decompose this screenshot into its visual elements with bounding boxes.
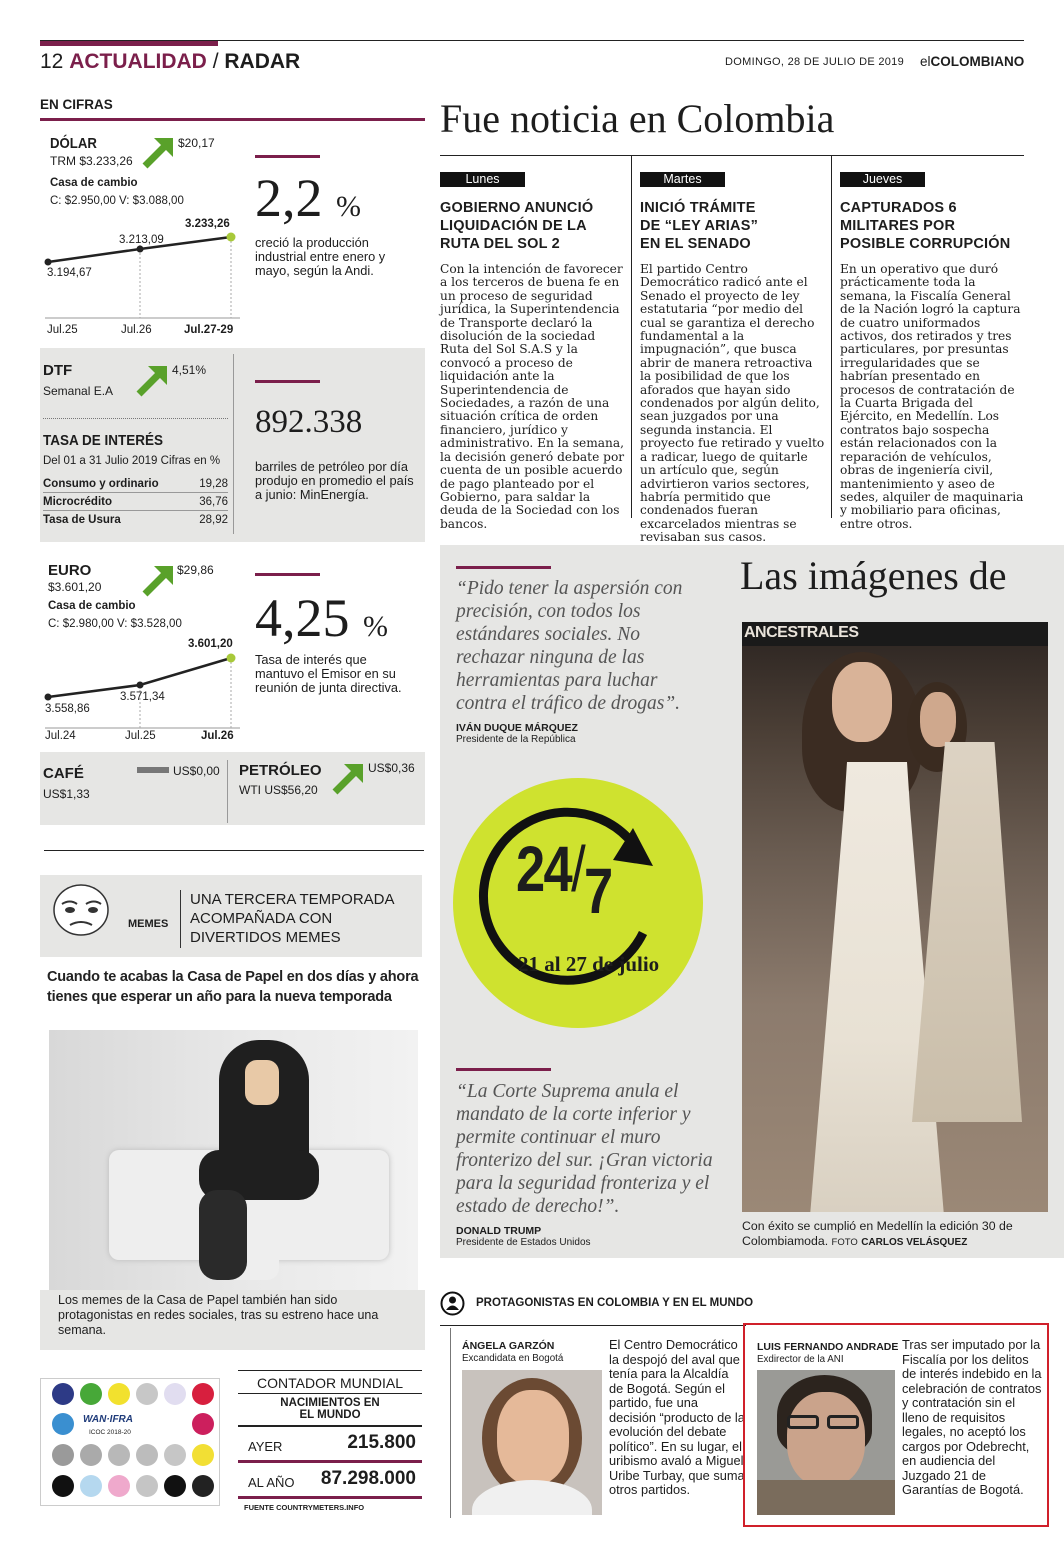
headline: CAPTURADOS 6 MILITARES POR POSIBLE CORRUPCIÓN [840,200,1011,252]
euro-date-1: Jul.24 [45,730,76,742]
runway-sign: ANCESTRALES [744,624,859,641]
cafe-price: US$1,33 [43,787,90,801]
petroleo-up-arrow-icon [330,760,366,796]
euro-label-1: 3.558,86 [45,703,90,715]
euro-up-arrow-icon [140,562,176,598]
euro-point-1 [45,694,52,701]
dolar-title: DÓLAR [50,135,97,152]
dolar-casa-label: Casa de cambio [50,177,138,189]
euro-price: $3.601,20 [48,580,102,594]
subsection-name: RADAR [224,50,301,73]
euro-title: EURO [48,562,92,579]
color-calibration: WAN·IFRA ICOC 2018-20 [40,1378,220,1506]
page-number: 12 [40,50,64,73]
dolar-label-2: 3.213,09 [119,234,164,246]
memes-label: MEMES [128,918,169,930]
euro-point-3 [227,654,236,663]
contador-mundial [238,1370,422,1512]
quote-1-role: Presidente de la República [456,734,576,745]
dtf-sub: Semanal E.A [43,384,114,398]
person-1-photo [462,1370,602,1515]
day-tag: Jueves [840,172,925,187]
masthead-logo: elCOLOMBIANO [920,54,1025,69]
dolar-trm: TRM $3.233,26 [50,154,133,168]
noticia-title: Fue noticia en Colombia [440,96,835,141]
person-2-photo [757,1370,895,1515]
tasa-table [43,475,228,529]
noticia-col-martes [640,170,825,545]
table-row: Microcrédito 36,76 [43,493,228,511]
article-body: El partido Centro Democrático radicó ante el Senado el proyecto de ley estatutaria “por medio del cual se garantiza el derecho fundamental a la impugnación”, que busca abrir de manera retroactiva la posibilidad de que los aforados que hayan sido condenados por algún delito, sean juzgados por una segunda instancia. El proyecto fue retirado y vuelto a radicar, luego de quitarle un artículo que, según advirtieron varios sectores, habría permitido que condenados fueran excarcelados mientras se revisaban sus casos. [640,262,825,545]
quote-1-author: IVÁN DUQUE MÁRQUEZ [456,722,578,734]
stat-1-text: creció la producción industrial entre enero y mayo, según la Andi. [255,235,386,278]
table-row: AYER 215.800 [238,1427,422,1463]
euro-point-2 [137,682,144,689]
tasa-title: TASA DE INTERÉS [43,432,164,449]
protagonistas-heading: PROTAGONISTAS EN COLOMBIA Y EN EL MUNDO [476,1297,754,1309]
petroleo-sub: WTI US$56,20 [239,783,318,797]
badge-dates: 21 al 27 de julio [518,952,660,976]
calibration-dots [52,1383,214,1497]
badge-number: 24/7 [516,833,612,927]
dtf-title: DTF [43,362,73,379]
petroleo-change: US$0,36 [368,761,415,775]
table-row: AL AÑO 87.298.000 [238,1463,422,1499]
page-header: 12 ACTUALIDAD / RADAR [40,50,301,73]
petroleo-title: PETRÓLEO [239,762,322,779]
cifras-heading: EN CIFRAS [40,97,113,112]
photo-caption: Con éxito se cumplió en Medellín la edición 30 de Colombiamoda. FOTO CARLOS VELÁSQUEZ [742,1219,1013,1248]
model-face [832,662,892,742]
meme-face-icon [48,880,118,938]
euro-date-2: Jul.25 [125,730,156,742]
stat-1-value: 2,2 % [255,168,361,228]
euro-line-chart [40,650,240,730]
dali-mask [245,1060,279,1105]
article-body: En un operativo que duró prácticamente toda la semana, la Fiscalía General de la Nación logró la captura de cuatro uniformados activos, dos retirados y tres particulares, por presuntas irregularidades que se habrían presentado en procesos de contratación de la Cuarta Brigada del Ejército, en Medellín. Los contratos bajo sospecha están relacionados con la reparación de vehículos, obras de ingeniería civil, mantenimiento y aseo de sedes, alquiler de maquinaria y mobiliario para oficinas, entre otros. [840,262,1024,531]
person-2-name: LUIS FERNANDO ANDRADE [757,1341,899,1353]
meme-caption-text: Cuando te acabas la Casa de Papel en dos días y ahora tienes que esperar un año para la nueva temporada [47,969,419,1005]
cafe-title: CAFÉ [43,765,84,782]
cafe-flat-icon [137,767,169,773]
euro-casa-values: C: $2.980,00 V: $3.528,00 [48,618,182,630]
tasa-sub: Del 01 a 31 Julio 2019 Cifras en % [43,455,221,467]
quote-1-text: “Pido tener la aspersión con precisión, con todos los estándares sociales. No rechazar ninguna de las herramientas para luchar contra el tráfico de drogas”. [456,578,683,714]
dolar-label-1: 3.194,67 [47,267,92,279]
cifras-rule [40,118,425,121]
contador-fuente: FUENTE COUNTRYMETERS.INFO [244,1503,365,1512]
day-tag: Martes [640,172,725,187]
imagenes-title: Las imágenes de [740,553,1007,598]
person-1-name: ÁNGELA GARZÓN [462,1340,555,1352]
quote-2-author: DONALD TRUMP [456,1225,542,1237]
meme-photo [49,1030,418,1290]
headline: GOBIERNO ANUNCIÓ LIQUIDACIÓN DE LA RUTA DEL SOL 2 [440,200,594,252]
dolar-date-2: Jul.26 [121,324,152,336]
cafe-change: US$0,00 [173,764,220,778]
euro-date-3: Jul.26 [201,730,234,742]
dolar-label-3: 3.233,26 [185,218,230,230]
issue-date: DOMINGO, 28 DE JULIO DE 2019 [725,56,904,68]
table-row: Consumo y ordinario 19,28 [43,475,228,493]
dolar-up-arrow-icon [140,134,176,170]
person-1-text: El Centro Democrático la despojó del aval que tenía para la Alcaldía de Bogotá. Según el partido, fue una decisión “producto de la evolución del debate político”. En su lugar, el uribismo avaló a Miguel Uribe Turbay, que suma otros partidos. [609,1337,745,1497]
dolar-point-2 [137,246,144,253]
person-2-text: Tras ser imputado por la Fiscalía por los delitos de interés indebido en la celebración de contratos y contratación sin el lleno de requisitos legales, no aceptó los cargos por Odebrecht, en audiencia del Juzgado 21 de Garantías de Bogotá. [902,1337,1042,1497]
dtf-up-arrow-icon [134,362,170,398]
day-tag: Lunes [440,172,525,187]
dolar-casa-values: C: $2.950,00 V: $3.088,00 [50,195,184,207]
table-row: Tasa de Usura 28,92 [43,514,228,526]
dolar-point-3 [227,233,236,242]
noticia-col-jueves [840,170,1024,531]
stat-3-value: 4,25 % [255,588,388,648]
euro-casa-label: Casa de cambio [48,600,136,612]
section-name: ACTUALIDAD [69,50,207,73]
contador-sub: NACIMIENTOS EN EL MUNDO [238,1394,422,1427]
euro-label-3: 3.601,20 [188,638,233,650]
dolar-date-3: Jul.27-29 [184,324,234,336]
person-icon [440,1291,465,1316]
euro-change: $29,86 [177,563,214,577]
headline: INICIÓ TRÁMITE DE “LEY ARIAS” EN EL SENADO [640,200,759,252]
dtf-change: 4,51% [172,363,207,377]
meme-photo-caption: Los memes de la Casa de Papel también han sido protagonistas en redes sociales, tras su estreno hace una semana. [58,1293,379,1337]
stat-2-text: barriles de petróleo por día produjo en promedio el país a junio: MinEnergía. [255,459,414,502]
stat-2-value: 892.338 [255,404,363,440]
contador-title: CONTADOR MUNDIAL [238,1370,422,1394]
person-2-role: Exdirector de la ANI [757,1354,844,1365]
fashion-photo [742,622,1048,1212]
person-1-role: Excandidata en Bogotá [462,1353,564,1364]
memes-title: UNA TERCERA TEMPORADA ACOMPAÑADA CON DIVERTIDOS MEMES [190,891,394,946]
dolar-change: $20,17 [178,136,215,150]
noticia-col-lunes [440,170,625,531]
wan-ifra-logo: WAN·IFRA [83,1414,133,1425]
article-body: Con la intención de favorecer a los terceros de buena fe en un proceso de seguridad jurídica, la Superintendencia de Transporte declaró la disolución de la sociedad Ruta del Sol S.A.S y la convocó a proceso de liquidación ante la Superintendencia de Sociedades, a razón de una situación crítica de orden financiero, jurídico y administrativo. En la semana, la decisión generó debate por cuenta de un posible acuerdo de pago planteado por el Gobierno, para saldar la deuda de la Sociedad con los bancos. [440,262,625,531]
euro-label-2: 3.571,34 [120,691,165,703]
dolar-point-1 [45,259,52,266]
quote-2-role: Presidente de Estados Unidos [456,1237,591,1248]
quote-2-text: “La Corte Suprema anula el mandato de la corte inferior y permite continuar el muro fronterizo del sur. ¡Gran victoria para la seguridad fronteriza y el estado de derecho!”. [456,1081,713,1217]
dolar-date-1: Jul.25 [47,324,78,336]
stat-3-text: Tasa de interés que mantuvo el Emisor en su reunión de junta directiva. [255,652,402,695]
